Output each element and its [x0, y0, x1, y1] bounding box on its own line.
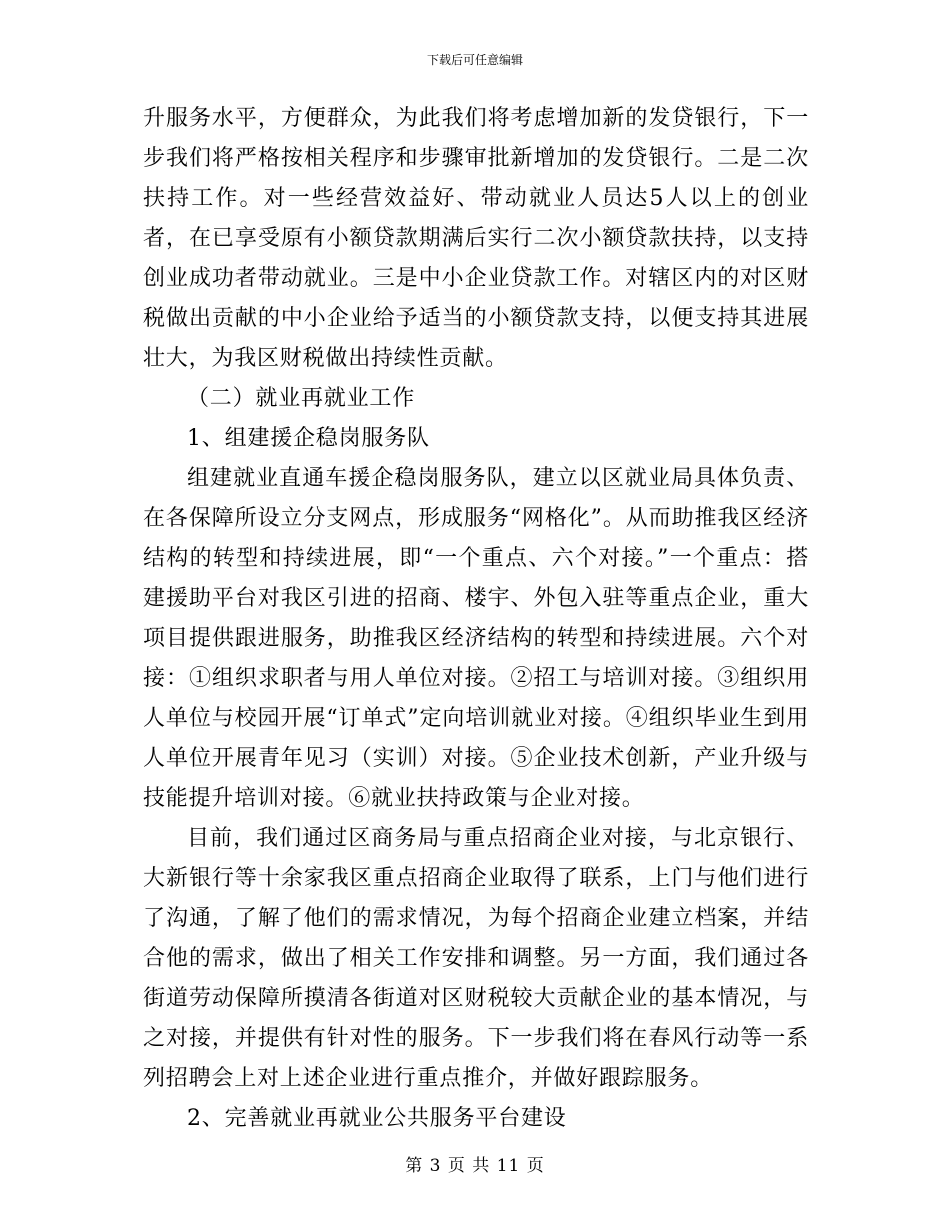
page-header-note: 下载后可任意编辑	[426, 53, 523, 67]
page-number: 第 3 页 共 11 页	[405, 1156, 545, 1176]
document-body	[143, 99, 809, 1139]
section-heading: （二）就业再就业工作	[187, 386, 416, 411]
paragraph-continued: 升服务水平，方便群众，为此我们将考虑增加新的发贷银行，下一步我们将严格按相关程序和步骤审批新增加的发贷银行。二是二次扶持工作。对一些经营效益好、带动就业人员达5人以上的创业者，在已享受原有小额贷款期满后实行二次小额贷款扶持，以支持创业成功者带动就业。三是中小企业贷款工作。对辖区内的对区财税做出贡献的中小企业给予适当的小额贷款支持，以便支持其进展壮大，为我区财税做出持续性贡献。	[143, 106, 809, 371]
subheading-service-team: 1、组建援企稳岗服务队	[187, 426, 430, 451]
subheading-public-service-platform: 2、完善就业再就业公共服务平台建设	[187, 1106, 567, 1131]
paragraph-service-team: 组建就业直通车援企稳岗服务队，建立以区就业局具体负责、在各保障所设立分支网点，形成服务“网格化”。从而助推我区经济结构的转型和持续进展，即“一个重点、六个对接。”一个重点：搭建援助平台对我区引进的招商、楼宇、外包入驻等重点企业，重大项目提供跟进服务，助推我区经济结构的转型和持续进展。六个对接：①组织求职者与用人单位对接。②招工与培训对接。③组织用人单位与校园开展“订单式”定向培训就业对接。④组织毕业生到用人单位开展青年见习（实训）对接。⑤企业技术创新，产业升级与技能提升培训对接。⑥就业扶持政策与企业对接。	[143, 466, 809, 811]
paragraph-current-progress: 目前，我们通过区商务局与重点招商企业对接，与北京银行、大新银行等十余家我区重点招商企业取得了联系，上门与他们进行了沟通，了解了他们的需求情况，为每个招商企业建立档案，并结合他的需求，做出了相关工作安排和调整。另一方面，我们通过各街道劳动保障所摸清各街道对区财税较大贡献企业的基本情况，与之对接，并提供有针对性的服务。下一步我们将在春风行动等一系列招聘会上对上述企业进行重点推介，并做好跟踪服务。	[143, 826, 809, 1091]
